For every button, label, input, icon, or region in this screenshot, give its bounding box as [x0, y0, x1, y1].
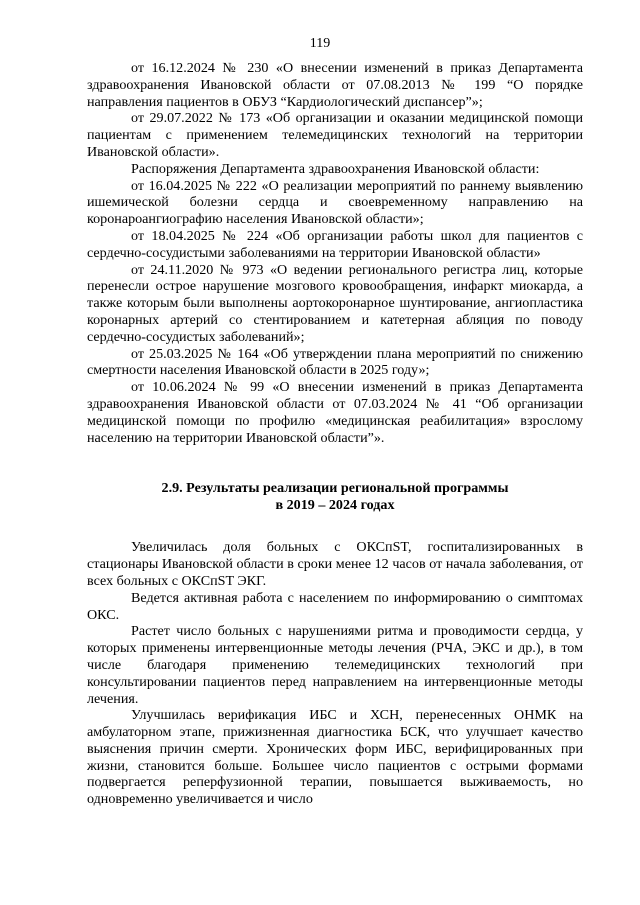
- order-item: от 29.07.2022 № 173 «Об организации и оказании медицинской помощи пациентам с применением телемедицинских технологий на территории Ивановской области».: [87, 110, 583, 160]
- directives-intro: Распоряжения Департамента здравоохранения Ивановской области:: [131, 160, 540, 177]
- section-heading: [87, 480, 583, 514]
- page-number: 119: [309, 36, 331, 51]
- section-heading-line1: 2.9. Результаты реализации региональной программы: [161, 480, 509, 497]
- page-content: [87, 60, 583, 808]
- directive-item: от 24.11.2020 № 973 «О ведении регионального регистра лиц, которые перенесли острое нарушение мозгового кровообращения, инфаркт миокарда, а также которым были выполнены аортокоронарное шунтирование, ангиопластика коронарных артерий со стентированием и катетерная абляция по поводу сердечно-сосудистых заболеваний»;: [87, 261, 583, 345]
- section-paragraph: Улучшилась верификация ИБС и ХСН, перенесенных ОНМК на амбулаторном этапе, прижизненная диагностика БСК, что улучшает качество выяснения причин смерти. Хронических форм ИБС, верифицированных при жизни, становится больше. Большее число пациентов с острыми формами подвергается реперфузионной терапии, повышается выживаемость, но одновременно увеличивается и число: [87, 707, 583, 808]
- section-heading-line2: в 2019 – 2024 годах: [275, 497, 395, 514]
- directive-item: от 25.03.2025 № 164 «Об утверждении плана мероприятий по снижению смертности населения Ивановской области в 2025 году»;: [87, 345, 583, 379]
- section-paragraph: Растет число больных с нарушениями ритма и проводимости сердца, у которых применены интервенционные методы лечения (РЧА, ЭКС и др.), в том числе благодаря применению телемедицинских технологий при консультировании пациентов перед направлением на интервенционные методы лечения.: [87, 623, 583, 707]
- directive-item: от 10.06.2024 № 99 «О внесении изменений в приказ Департамента здравоохранения Ивановской области от 07.03.2024 № 41 “Об организации медицинской помощи по профилю «медицинская реабилитация» взрослому населению на территории Ивановской области”».: [87, 379, 583, 446]
- section-paragraph: Увеличилась доля больных с ОКСпST, госпитализированных в стационары Ивановской области в сроки менее 12 часов от начала заболевания, от всех больных с ОКСпST ЭКГ.: [87, 539, 583, 589]
- directive-item: от 16.04.2025 № 222 «О реализации мероприятий по раннему выявлению ишемической болезни сердца и своевременному направлению на коронароангиографию населения Ивановской области»;: [87, 177, 583, 228]
- section-paragraph: Ведется активная работа с населением по информированию о симптомах ОКС.: [87, 589, 583, 623]
- directive-item: от 18.04.2025 № 224 «Об организации работы школ для пациентов с сердечно-сосудистыми заболеваниями на территории Ивановской области»: [87, 227, 583, 261]
- order-item: от 16.12.2024 № 230 «О внесении изменений в приказ Департамента здравоохранения Ивановской области от 07.08.2013 № 199 “О порядке направления пациентов в ОБУЗ “Кардиологический диспансер”»;: [87, 60, 583, 110]
- section-body: [87, 539, 583, 808]
